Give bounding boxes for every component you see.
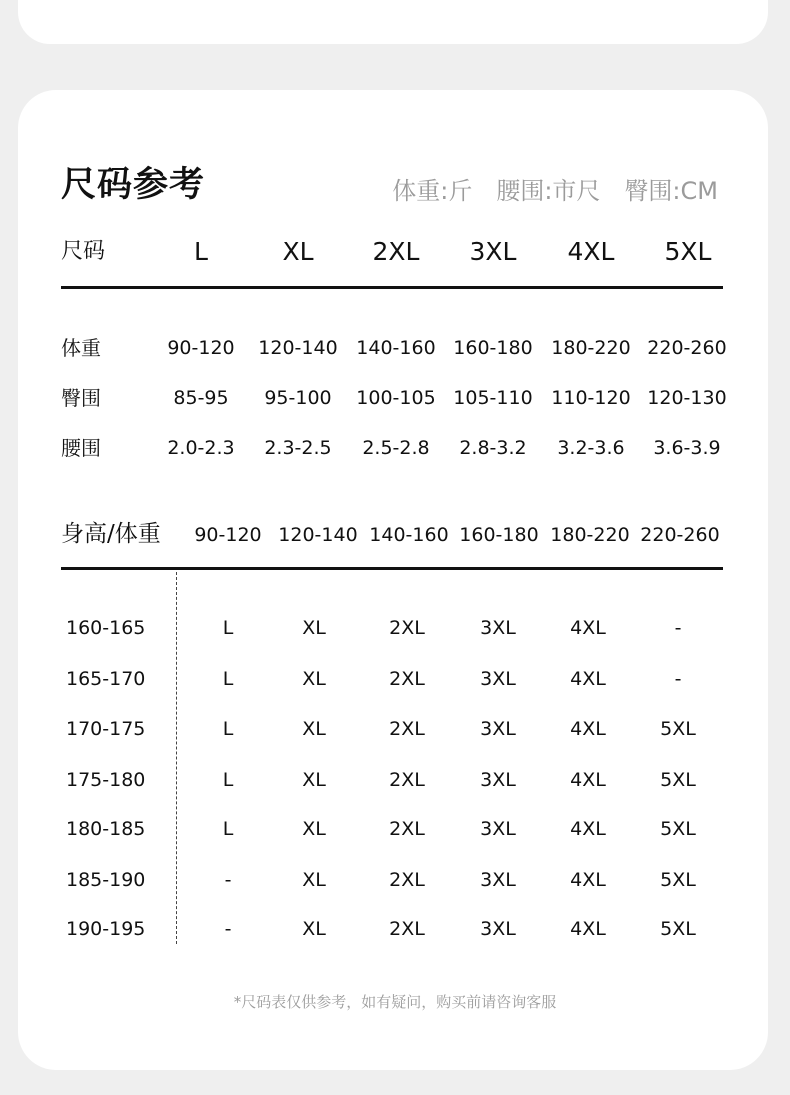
size-cell: 4XL xyxy=(570,617,606,639)
size-table-divider xyxy=(61,286,723,289)
unit-legend xyxy=(392,174,718,208)
table-cell: 90-120 xyxy=(167,337,235,359)
unit-waist: 腰围:市尺 xyxy=(496,177,601,205)
table-cell: 220-260 xyxy=(647,337,727,359)
table-cell: 100-105 xyxy=(356,387,436,409)
size-cell: 4XL xyxy=(570,918,606,940)
table-cell: 105-110 xyxy=(453,387,533,409)
size-cell: - xyxy=(674,668,682,690)
weight-header-cell: 140-160 xyxy=(369,524,449,546)
height-label: 160-165 xyxy=(66,617,146,639)
size-cell: XL xyxy=(302,617,326,639)
size-cell: 2XL xyxy=(389,869,425,891)
unit-hip: 臀围:CM xyxy=(624,177,718,205)
weight-header-cell: 120-140 xyxy=(278,524,358,546)
size-cell: - xyxy=(224,869,232,891)
size-cell: 3XL xyxy=(480,617,516,639)
height-weight-header-label: 身高/体重 xyxy=(61,521,161,547)
size-header-label: 尺码 xyxy=(61,239,106,264)
page-title: 尺码参考 xyxy=(61,165,206,205)
table-cell: 3.2-3.6 xyxy=(557,437,625,459)
weight-header-cell: 220-260 xyxy=(640,524,720,546)
table-cell: 120-130 xyxy=(647,387,727,409)
table-cell: 2.8-3.2 xyxy=(459,437,527,459)
table-cell: 180-220 xyxy=(551,337,631,359)
size-header-cell: XL xyxy=(282,237,314,266)
size-cell: 5XL xyxy=(660,818,696,840)
size-cell: XL xyxy=(302,769,326,791)
table-cell: 2.0-2.3 xyxy=(167,437,235,459)
size-header-cell: 2XL xyxy=(372,237,420,266)
unit-weight: 体重:斤 xyxy=(392,177,473,205)
row-label-weight: 体重 xyxy=(61,336,101,360)
size-cell: 3XL xyxy=(480,818,516,840)
size-cell: 5XL xyxy=(660,769,696,791)
table-cell: 120-140 xyxy=(258,337,338,359)
size-cell: - xyxy=(224,918,232,940)
size-cell: 2XL xyxy=(389,617,425,639)
size-cell: XL xyxy=(302,869,326,891)
size-header-cell: L xyxy=(194,237,208,266)
size-cell: - xyxy=(674,617,682,639)
size-cell: 4XL xyxy=(570,869,606,891)
column-separator xyxy=(176,572,177,944)
row-label-waist: 腰围 xyxy=(61,436,101,460)
size-cell: 3XL xyxy=(480,718,516,740)
size-cell: XL xyxy=(302,818,326,840)
size-cell: XL xyxy=(302,718,326,740)
top-card xyxy=(18,0,768,44)
size-cell: 5XL xyxy=(660,918,696,940)
size-cell: 4XL xyxy=(570,668,606,690)
weight-header-cell: 180-220 xyxy=(550,524,630,546)
size-cell: L xyxy=(222,668,234,690)
size-cell: 2XL xyxy=(389,769,425,791)
weight-header-cell: 90-120 xyxy=(194,524,262,546)
height-label: 185-190 xyxy=(66,869,146,891)
disclaimer-note: *尺码表仅供参考，如有疑问，购买前请咨询客服 xyxy=(233,993,557,1011)
table-cell: 85-95 xyxy=(173,387,229,409)
size-cell: 3XL xyxy=(480,769,516,791)
size-cell: L xyxy=(222,769,234,791)
size-cell: 4XL xyxy=(570,718,606,740)
table-cell: 140-160 xyxy=(356,337,436,359)
table-cell: 110-120 xyxy=(551,387,631,409)
size-cell: L xyxy=(222,818,234,840)
height-label: 170-175 xyxy=(66,718,146,740)
size-header-cell: 4XL xyxy=(567,237,615,266)
height-label: 180-185 xyxy=(66,818,146,840)
table-cell: 160-180 xyxy=(453,337,533,359)
height-label: 190-195 xyxy=(66,918,146,940)
height-weight-divider xyxy=(61,567,723,570)
size-cell: XL xyxy=(302,668,326,690)
size-cell: 3XL xyxy=(480,668,516,690)
row-label-hip: 臀围 xyxy=(61,386,101,410)
size-cell: XL xyxy=(302,918,326,940)
height-label: 165-170 xyxy=(66,668,146,690)
table-cell: 3.6-3.9 xyxy=(653,437,721,459)
height-label: 175-180 xyxy=(66,769,146,791)
size-cell: L xyxy=(222,617,234,639)
size-cell: L xyxy=(222,718,234,740)
size-cell: 4XL xyxy=(570,818,606,840)
table-cell: 95-100 xyxy=(264,387,332,409)
size-cell: 5XL xyxy=(660,718,696,740)
size-cell: 3XL xyxy=(480,918,516,940)
size-cell: 5XL xyxy=(660,869,696,891)
size-header-cell: 5XL xyxy=(664,237,712,266)
size-cell: 2XL xyxy=(389,818,425,840)
size-header-cell: 3XL xyxy=(469,237,517,266)
size-cell: 4XL xyxy=(570,769,606,791)
size-cell: 2XL xyxy=(389,668,425,690)
table-cell: 2.5-2.8 xyxy=(362,437,430,459)
size-cell: 2XL xyxy=(389,918,425,940)
table-cell: 2.3-2.5 xyxy=(264,437,332,459)
size-cell: 3XL xyxy=(480,869,516,891)
size-cell: 2XL xyxy=(389,718,425,740)
weight-header-cell: 160-180 xyxy=(459,524,539,546)
